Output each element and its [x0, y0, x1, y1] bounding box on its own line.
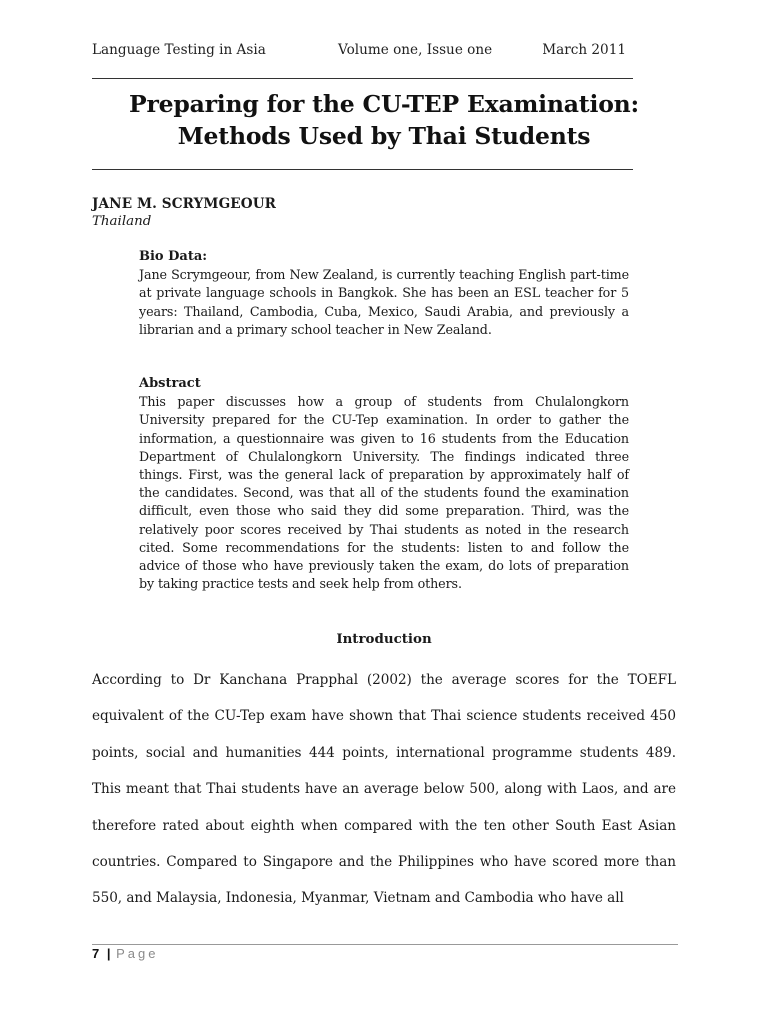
footer-separator: | — [106, 946, 111, 961]
header-divider — [92, 78, 633, 79]
volume-issue: Volume one, Issue one — [338, 42, 493, 58]
page-label: Page — [116, 946, 159, 961]
journal-name: Language Testing in Asia — [92, 42, 266, 58]
page-number: 7 — [92, 946, 100, 961]
bio-section — [139, 248, 629, 339]
footer-divider — [92, 944, 678, 945]
abstract-section — [139, 375, 629, 593]
introduction-heading: Introduction — [336, 631, 432, 647]
bio-heading: Bio Data: — [139, 249, 208, 264]
page-title — [92, 88, 676, 152]
bio-text: Jane Scrymgeour, from New Zealand, is currently teaching English part-time at private language schools in Bangkok. She has been an ESL teacher for 5 years: Thailand, Cambodia, Cuba, Mexico, Saudi Arabia, and previously a librarian and a primary school teacher in New Zealand. — [139, 267, 629, 337]
running-header — [92, 42, 632, 62]
abstract-text: This paper discusses how a group of students from Chulalongkorn University prepared for the CU-Tep examination. In order to gather the information, a questionnaire was given to 16 students from the Education Department of Chulalongkorn University. The findings indicated three things. First, was the general lack of preparation by approximately half of the candidates. Second, was that all of the students found the examination difficult, even those who said they did some preparation. Third, was the relatively poor scores received by Thai students as noted in the research cited. Some recommendations for the students: listen to and follow the advice of those who have previously taken the exam, do lots of preparation by taking practice tests and seek help from others. — [139, 394, 629, 592]
abstract-heading: Abstract — [139, 376, 201, 391]
author-name: JANE M. SCRYMGEOUR — [92, 196, 277, 212]
page-footer — [92, 946, 159, 961]
author-affiliation: Thailand — [92, 214, 152, 229]
title-line-1: Preparing for the CU-TEP Examination: — [128, 90, 640, 118]
introduction-paragraph: According to Dr Kanchana Prapphal (2002) the average scores for the TOEFL equivalent of the CU-Tep exam have shown that Thai science students received 450 points, social and humanities 444 points, international programme students 489. This meant that Thai students have an average below 500, along with Laos, and are therefore rated about eighth when compared with the ten other South East Asian countries. Compared to Singapore and the Philippines who have scored more than 550, and Malaysia, Indonesia, Myanmar, Vietnam and Cambodia who have all — [92, 672, 676, 907]
title-divider — [92, 169, 633, 170]
publication-date: March 2011 — [542, 42, 626, 58]
title-line-2: Methods Used by Thai Students — [177, 122, 591, 150]
